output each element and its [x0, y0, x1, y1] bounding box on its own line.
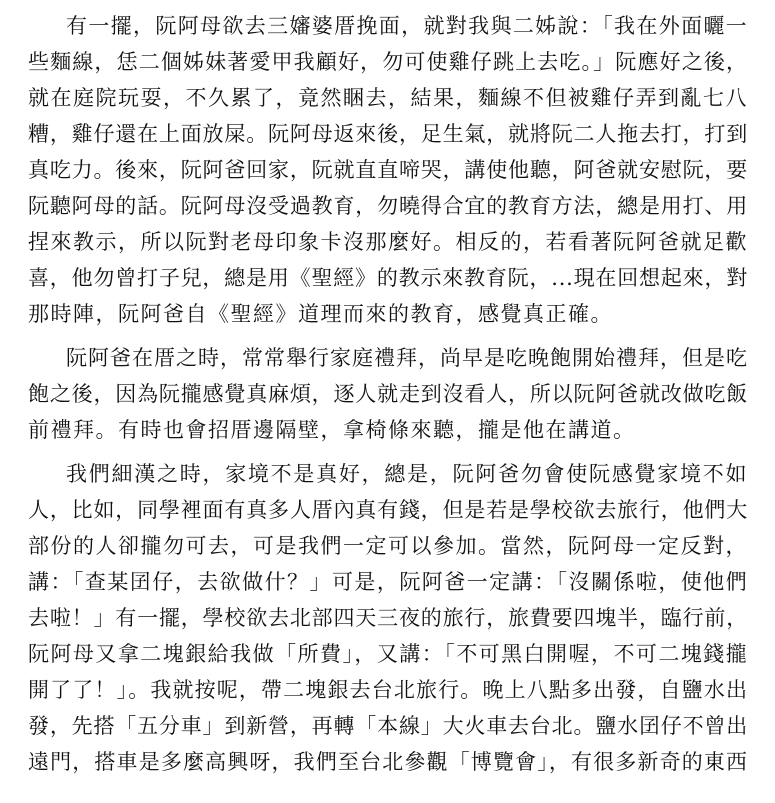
text-line: 發，先搭「五分車」到新營，再轉「本線」大火車去台北。鹽水囝仔不曾出	[28, 714, 748, 738]
text-line: 講：「查某囝仔，去欲做什？」可是，阮阿爸一定講：「沒關係啦，使他們	[28, 570, 748, 594]
text-line: 開了了！」。我就按呢，帶二塊銀去台北旅行。晚上八點多出發，自鹽水出	[28, 678, 748, 702]
text-line: 有一擺，阮阿母欲去三嬸婆厝挽面，就對我與二姊說：「我在外面曬一	[66, 14, 748, 38]
text-line: 我們細漢之時，家境不是真好，總是，阮阿爸勿會使阮感覺家境不如	[66, 462, 748, 486]
text-line: 捏來教示，所以阮對老母印象卡沒那麼好。相反的，若看著阮阿爸就足歡	[28, 230, 748, 254]
text-line: 糟，雞仔還在上面放屎。阮阿母返來後，足生氣，就將阮二人拖去打，打到	[28, 122, 748, 146]
text-line: 阮聽阿母的話。阮阿母沒受過教育，勿曉得合宜的教育方法，總是用打、用	[28, 194, 748, 218]
text-line: 前禮拜。有時也會招厝邊隔壁，拿椅條來聽，攏是他在講道。	[28, 418, 636, 442]
text-line: 部份的人卻攏勿可去，可是我們一定可以參加。當然，阮阿母一定反對，	[28, 534, 748, 558]
text-line: 阮阿母又拿二塊銀給我做「所費」，又講：「不可黑白開喔，不可二塊錢攏	[28, 642, 748, 666]
text-line: 飽之後，因為阮攏感覺真麻煩，逐人就走到沒看人，所以阮阿爸就改做吃飯	[28, 382, 748, 406]
text-line: 遠門，搭車是多麼高興呀，我們至台北參觀「博覽會」，有很多新奇的東西	[28, 750, 748, 774]
text-line: 那時陣，阮阿爸自《聖經》道理而來的教育，感覺真正確。	[28, 302, 613, 326]
text-line: 去啦！」有一擺，學校欲去北部四天三夜的旅行，旅費要四塊半，臨行前，	[28, 606, 748, 630]
text-line: 喜，他勿曾打子兒，總是用《聖經》的教示來教育阮，...現在回想起來，對	[28, 266, 748, 290]
text-line: 真吃力。後來，阮阿爸回家，阮就直直啼哭，講使他聽，阿爸就安慰阮，要	[28, 158, 748, 182]
text-line: 就在庭院玩耍，不久累了，竟然睏去，結果，麵線不但被雞仔弄到亂七八	[28, 86, 748, 110]
text-line: 人，比如，同學裡面有真多人厝內真有錢，但是若是學校欲去旅行，他們大	[28, 498, 748, 522]
text-line: 阮阿爸在厝之時，常常舉行家庭禮拜，尚早是吃晚飽開始禮拜，但是吃	[66, 346, 748, 370]
text-line: 些麵線，恁二個姊妹著愛甲我顧好，勿可使雞仔跳上去吃。」阮應好之後，	[28, 50, 748, 74]
